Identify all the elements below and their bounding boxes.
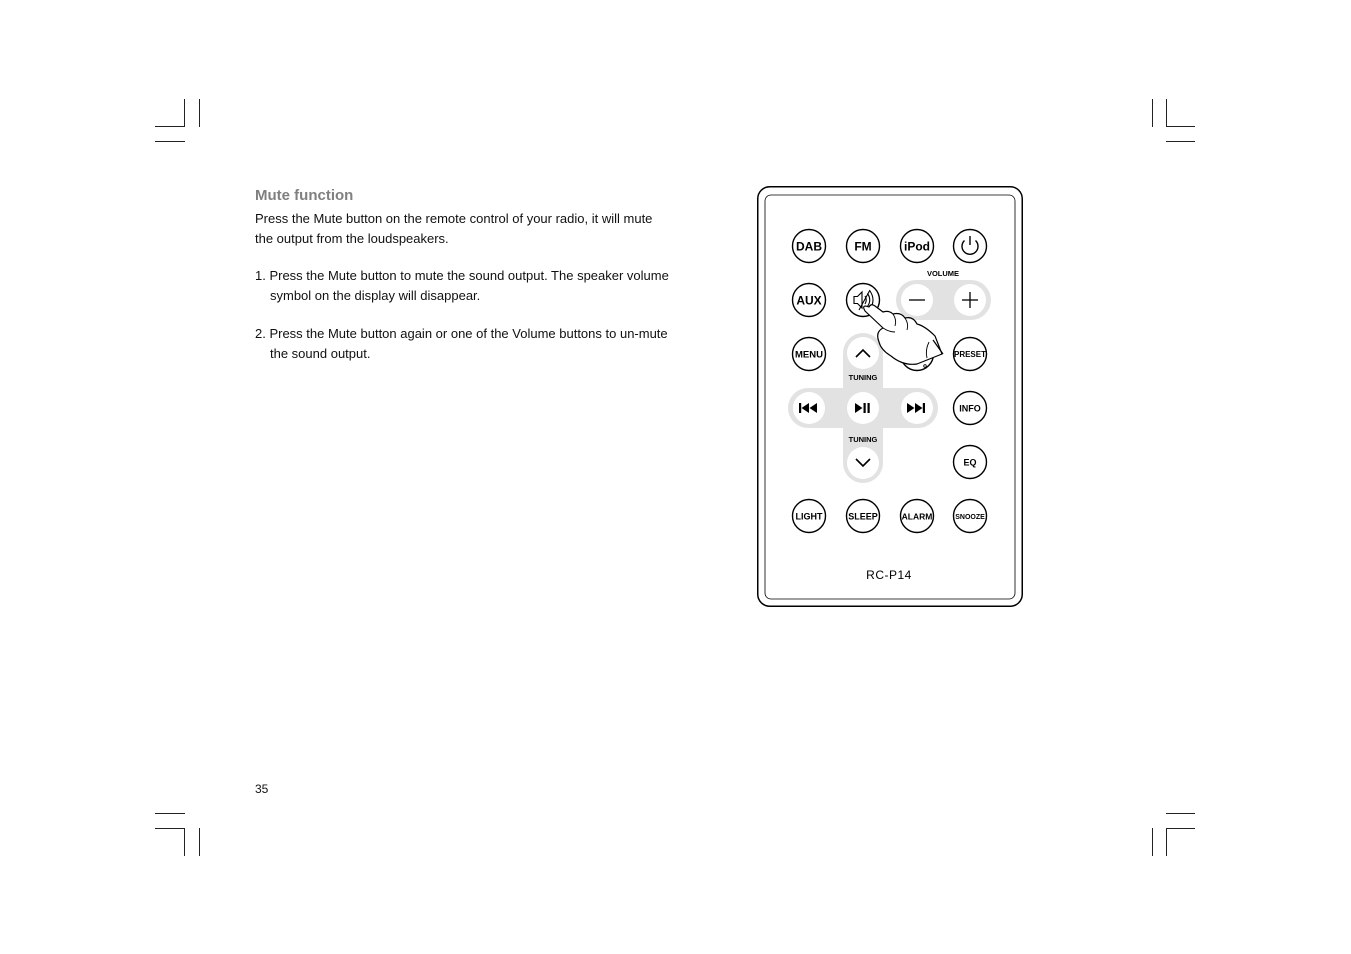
preset-button-label: PRESET xyxy=(953,350,987,359)
tune-down-button[interactable] xyxy=(847,447,879,479)
skip-forward-button[interactable] xyxy=(901,392,933,424)
volume-label: VOLUME xyxy=(926,269,960,278)
tuning-label-down: TUNING xyxy=(848,435,878,444)
preset-button[interactable] xyxy=(954,338,987,371)
step-line: symbol on the display will disappear. xyxy=(270,287,481,303)
menu-button-label: MENU xyxy=(795,349,823,361)
remote-model-label: RC-P14 xyxy=(866,568,912,582)
dab-button-label: DAB xyxy=(796,239,822,254)
crop-mark xyxy=(1152,828,1153,856)
remote-control-illustration xyxy=(757,186,1024,608)
snooze-button[interactable] xyxy=(954,500,987,533)
info-button[interactable] xyxy=(954,392,987,425)
crop-mark xyxy=(1166,141,1195,142)
crop-mark xyxy=(155,828,185,829)
crop-mark xyxy=(155,141,185,142)
play-pause-button[interactable] xyxy=(847,392,879,424)
crop-mark xyxy=(184,99,185,127)
crop-mark xyxy=(199,99,200,127)
fm-button[interactable] xyxy=(847,230,880,263)
section-heading: Mute function xyxy=(255,187,354,204)
crop-mark xyxy=(1166,828,1195,829)
step-1 xyxy=(255,266,690,305)
step-line: the sound output. xyxy=(270,345,371,361)
alarm-button[interactable] xyxy=(901,500,934,533)
page-number: 35 xyxy=(255,782,269,796)
alarm-button-label: ALARM xyxy=(901,511,933,522)
intro-paragraph xyxy=(255,209,675,248)
crop-mark xyxy=(155,126,185,127)
ipod-button[interactable] xyxy=(901,230,934,263)
power-button[interactable] xyxy=(954,230,987,263)
volume-up-button[interactable] xyxy=(954,284,986,316)
snooze-button-label: SNOOZE xyxy=(955,514,985,521)
crop-mark xyxy=(1166,813,1195,814)
fm-button-label: FM xyxy=(854,239,872,254)
step-line: 2. Press the Mute button again or one of the Volume buttons to un-mute xyxy=(255,326,668,341)
volume-down-button[interactable] xyxy=(901,284,933,316)
aux-button[interactable] xyxy=(793,284,826,317)
ipod-button-label: iPod xyxy=(904,239,930,254)
crop-mark xyxy=(184,828,185,856)
skip-back-button[interactable] xyxy=(793,392,825,424)
light-button[interactable] xyxy=(793,500,826,533)
sleep-button[interactable] xyxy=(847,500,880,533)
intro-line: the output from the loudspeakers. xyxy=(255,230,449,246)
light-button-label: LIGHT xyxy=(795,511,823,522)
info-button-label: INFO xyxy=(959,403,981,414)
sleep-button-label: SLEEP xyxy=(848,511,878,522)
crop-mark xyxy=(155,813,185,814)
crop-mark xyxy=(199,828,200,856)
crop-mark xyxy=(1166,126,1195,127)
crop-mark xyxy=(1152,99,1153,127)
menu-button[interactable] xyxy=(793,338,826,371)
tune-up-button[interactable] xyxy=(847,337,879,369)
eq-button[interactable] xyxy=(954,446,987,479)
step-line: 1. Press the Mute button to mute the sound output. The speaker volume xyxy=(255,268,669,283)
intro-line: Press the Mute button on the remote control of your radio, it will mute xyxy=(255,211,653,226)
crop-mark xyxy=(1166,828,1167,856)
crop-mark xyxy=(1166,99,1167,127)
step-2 xyxy=(255,324,690,363)
aux-button-label: AUX xyxy=(796,293,822,308)
dab-button[interactable] xyxy=(793,230,826,263)
eq-button-label: EQ xyxy=(963,457,977,468)
tuning-label-up: TUNING xyxy=(848,373,878,382)
